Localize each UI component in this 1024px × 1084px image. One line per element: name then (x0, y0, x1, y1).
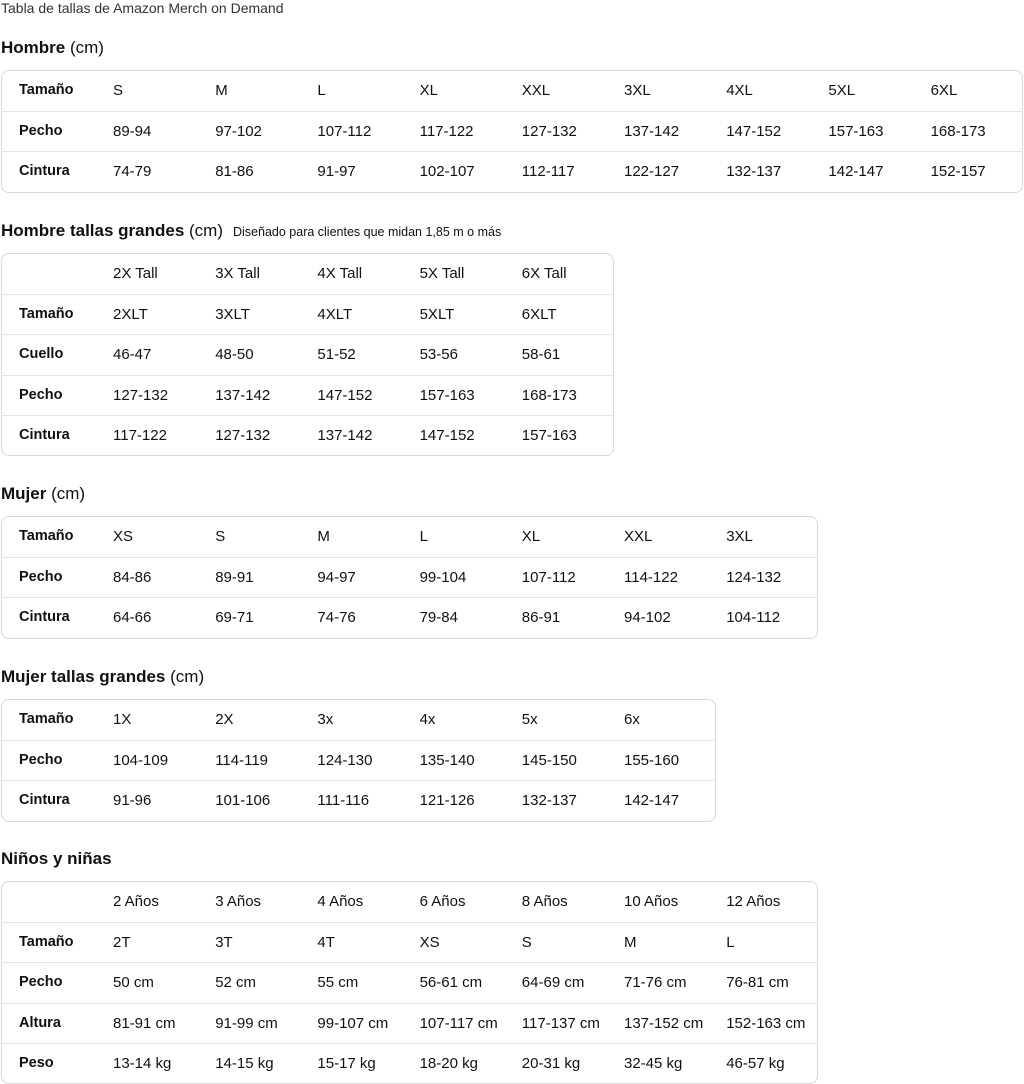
table-cell: 14-15 kg (215, 1054, 274, 1072)
table-cell: 2T (113, 934, 131, 952)
table-cell: 81-86 (215, 163, 254, 181)
table-cell: S (521, 934, 532, 952)
size-table-hombre-tallas-grandes (1, 253, 614, 456)
row-header: Cintura (19, 609, 70, 626)
table-row (2, 1043, 817, 1083)
table-cell: 137-142 (317, 426, 373, 444)
section-unit: (cm) (170, 667, 205, 686)
section-title: Hombre tallas grandes (1, 221, 185, 240)
table-cell: 3XL (624, 82, 651, 99)
table-cell: 117-137 cm (521, 1014, 600, 1032)
table-cell: 46-57 kg (726, 1054, 785, 1072)
table-cell: 168-173 (930, 123, 986, 141)
table-cell: 107-117 cm (419, 1014, 498, 1032)
table-cell: 50 cm (113, 974, 154, 992)
table-cell: 89-91 (215, 569, 254, 587)
table-cell: 4X Tall (317, 265, 363, 282)
table-cell: 48-50 (215, 346, 254, 364)
table-cell: 99-107 cm (317, 1014, 389, 1032)
row-header: Pecho (19, 974, 63, 991)
table-cell: 3XL (726, 528, 753, 545)
table-cell: 168-173 (521, 386, 577, 404)
table-cell: 89-94 (113, 123, 152, 141)
table-cell: 122-127 (624, 163, 680, 181)
section-heading-ninos-y-ninas (1, 849, 112, 869)
table-cell: 147-152 (419, 426, 475, 444)
section-unit: (cm) (51, 484, 86, 503)
table-cell: 147-152 (317, 386, 373, 404)
table-cell: 117-122 (419, 123, 474, 141)
table-cell: S (215, 528, 226, 545)
table-row (2, 254, 613, 294)
table-cell: 101-106 (215, 792, 271, 810)
size-table-ninos-y-ninas (1, 881, 818, 1084)
table-cell: 10 Años (624, 893, 679, 910)
table-row (2, 780, 715, 820)
table-cell: 135-140 (419, 752, 475, 770)
row-header: Pecho (19, 386, 63, 403)
table-cell: 157-163 (521, 426, 577, 444)
table-cell: 64-66 (113, 609, 152, 627)
row-header: Tamaño (19, 934, 74, 951)
table-cell: M (317, 528, 330, 545)
table-cell: 58-61 (521, 346, 561, 364)
table-cell: 2 Años (113, 893, 159, 910)
table-cell: 94-97 (317, 569, 356, 587)
table-cell: 86-91 (521, 609, 561, 627)
table-cell: 157-163 (828, 123, 884, 141)
table-cell: 6XL (930, 82, 958, 99)
table-cell: 5XL (828, 82, 856, 99)
row-header: Altura (19, 1014, 61, 1031)
row-header: Peso (19, 1054, 54, 1071)
table-cell: 111-116 (317, 792, 370, 810)
table-cell: 137-142 (624, 123, 680, 141)
table-cell: 117-122 (113, 426, 167, 444)
table-cell: 112-117 (521, 163, 575, 181)
table-cell: 124-132 (726, 569, 782, 587)
table-row (2, 597, 817, 637)
table-cell: 32-45 kg (624, 1054, 683, 1072)
table-cell: L (317, 82, 326, 99)
table-row (2, 294, 613, 334)
row-header: Cuello (19, 346, 64, 363)
table-cell: 12 Años (726, 893, 781, 910)
row-header: Tamaño (19, 528, 74, 544)
table-cell: 6XLT (521, 306, 557, 324)
table-row (2, 962, 817, 1002)
table-cell: 74-76 (317, 609, 356, 627)
table-cell: 94-102 (624, 609, 671, 627)
section-unit: (cm) (69, 38, 104, 57)
table-cell: 5XLT (419, 306, 455, 324)
section-title: Mujer tallas grandes (1, 667, 166, 686)
table-cell: 147-152 (726, 123, 782, 141)
table-cell: 2XLT (113, 306, 148, 324)
table-cell: 4T (317, 934, 335, 952)
section-title: Mujer (1, 484, 47, 503)
table-cell: 102-107 (419, 163, 475, 181)
table-cell: S (113, 82, 124, 99)
table-cell: 152-163 cm (726, 1014, 806, 1032)
table-cell: 155-160 (624, 752, 680, 770)
table-cell: 137-142 (215, 386, 271, 404)
table-row (2, 922, 817, 962)
table-cell: 152-157 (930, 163, 986, 181)
section-heading-mujer-tallas-grandes (1, 667, 204, 687)
table-cell: 56-61 cm (419, 974, 483, 992)
table-cell: 2X (215, 711, 234, 728)
section-unit: (cm) (189, 221, 223, 240)
table-cell: 13-14 kg (113, 1054, 172, 1072)
table-cell: 2X Tall (113, 265, 158, 282)
table-cell: 71-76 cm (624, 974, 687, 992)
table-row (2, 1003, 817, 1043)
table-cell: 1X (113, 711, 132, 728)
table-cell: 91-96 (113, 792, 152, 810)
table-cell: 127-132 (113, 386, 169, 404)
table-cell: 114-122 (624, 569, 678, 587)
table-cell: M (624, 934, 637, 952)
table-row (2, 71, 1022, 111)
table-cell: 132-137 (521, 792, 577, 810)
row-header: Pecho (19, 752, 63, 769)
table-cell: 3T (215, 934, 233, 952)
table-cell: 137-152 cm (624, 1014, 704, 1032)
row-header: Tamaño (19, 82, 74, 98)
table-cell: 91-97 (317, 163, 356, 181)
table-row (2, 700, 715, 740)
row-header: Pecho (19, 569, 63, 586)
table-cell: 64-69 cm (521, 974, 585, 992)
table-row (2, 111, 1022, 151)
table-cell: 121-126 (419, 792, 475, 810)
table-cell: 104-109 (113, 752, 169, 770)
row-header: Cintura (19, 163, 70, 180)
table-cell: 6x (624, 711, 640, 728)
table-cell: 6 Años (419, 893, 466, 910)
row-header: Cintura (19, 426, 70, 443)
table-cell: 4XL (726, 82, 753, 99)
table-cell: XL (419, 82, 438, 99)
table-cell: 4 Años (317, 893, 364, 910)
table-cell: L (726, 934, 735, 952)
row-header: Cintura (19, 792, 70, 809)
section-title: Niños y niñas (1, 849, 112, 868)
table-cell: 20-31 kg (521, 1054, 581, 1072)
size-table-mujer (1, 516, 818, 639)
table-cell: 79-84 (419, 609, 458, 627)
table-cell: XL (521, 528, 541, 545)
section-heading-hombre-tallas-grandes (1, 221, 501, 242)
table-cell: XS (419, 934, 440, 952)
section-note: Diseñado para clientes que midan 1,85 m o más (233, 225, 502, 239)
table-cell: 4x (419, 711, 436, 728)
table-row (2, 375, 613, 415)
table-cell: 107-112 (317, 123, 372, 141)
table-cell: 3 Años (215, 893, 262, 910)
table-cell: 69-71 (215, 609, 254, 627)
page-title: Tabla de tallas de Amazon Merch on Demand (1, 0, 284, 16)
table-cell: 99-104 (419, 569, 467, 587)
row-header: Tamaño (19, 306, 74, 323)
table-cell: 5X Tall (419, 265, 465, 282)
table-cell: 51-52 (317, 346, 356, 364)
row-header: Tamaño (19, 711, 74, 727)
table-cell: 76-81 cm (726, 974, 789, 992)
table-row (2, 151, 1022, 191)
table-row (2, 557, 817, 597)
table-cell: 3X Tall (215, 265, 260, 282)
table-cell: XXL (624, 528, 653, 545)
table-cell: 15-17 kg (317, 1054, 376, 1072)
table-cell: 97-102 (215, 123, 262, 141)
table-cell: 142-147 (828, 163, 884, 181)
table-cell: 55 cm (317, 974, 359, 992)
table-cell: 4XLT (317, 306, 353, 324)
table-cell: 18-20 kg (419, 1054, 478, 1072)
table-cell: 104-112 (726, 609, 781, 627)
table-cell: 127-132 (215, 426, 271, 444)
table-cell: 127-132 (521, 123, 577, 141)
table-cell: XS (113, 528, 134, 545)
table-cell: 46-47 (113, 346, 152, 364)
size-table-mujer-tallas-grandes (1, 699, 716, 822)
table-cell: 3XLT (215, 306, 250, 324)
table-cell: 84-86 (113, 569, 152, 587)
table-row (2, 740, 715, 780)
table-cell: 145-150 (521, 752, 577, 770)
table-row (2, 415, 613, 455)
section-heading-mujer (1, 484, 85, 504)
table-row (2, 882, 817, 922)
table-cell: 8 Años (521, 893, 568, 910)
row-header: Pecho (19, 123, 63, 140)
table-cell: 53-56 (419, 346, 458, 364)
table-cell: 157-163 (419, 386, 475, 404)
table-cell: 3x (317, 711, 334, 728)
table-cell: XXL (521, 82, 551, 99)
section-title: Hombre (1, 38, 66, 57)
table-cell: 6X Tall (521, 265, 567, 282)
size-table-hombre (1, 70, 1023, 193)
table-cell: 74-79 (113, 163, 152, 181)
table-cell: 91-99 cm (215, 1014, 278, 1032)
table-cell: 132-137 (726, 163, 782, 181)
section-heading-hombre (1, 38, 104, 58)
table-cell: L (419, 528, 428, 545)
table-cell: 5x (521, 711, 538, 728)
table-cell: 114-119 (215, 752, 269, 770)
table-cell: M (215, 82, 228, 99)
table-row (2, 517, 817, 557)
table-cell: 52 cm (215, 974, 257, 992)
table-row (2, 334, 613, 374)
table-cell: 81-91 cm (113, 1014, 176, 1032)
table-cell: 124-130 (317, 752, 373, 770)
table-cell: 107-112 (521, 569, 576, 587)
table-cell: 142-147 (624, 792, 680, 810)
